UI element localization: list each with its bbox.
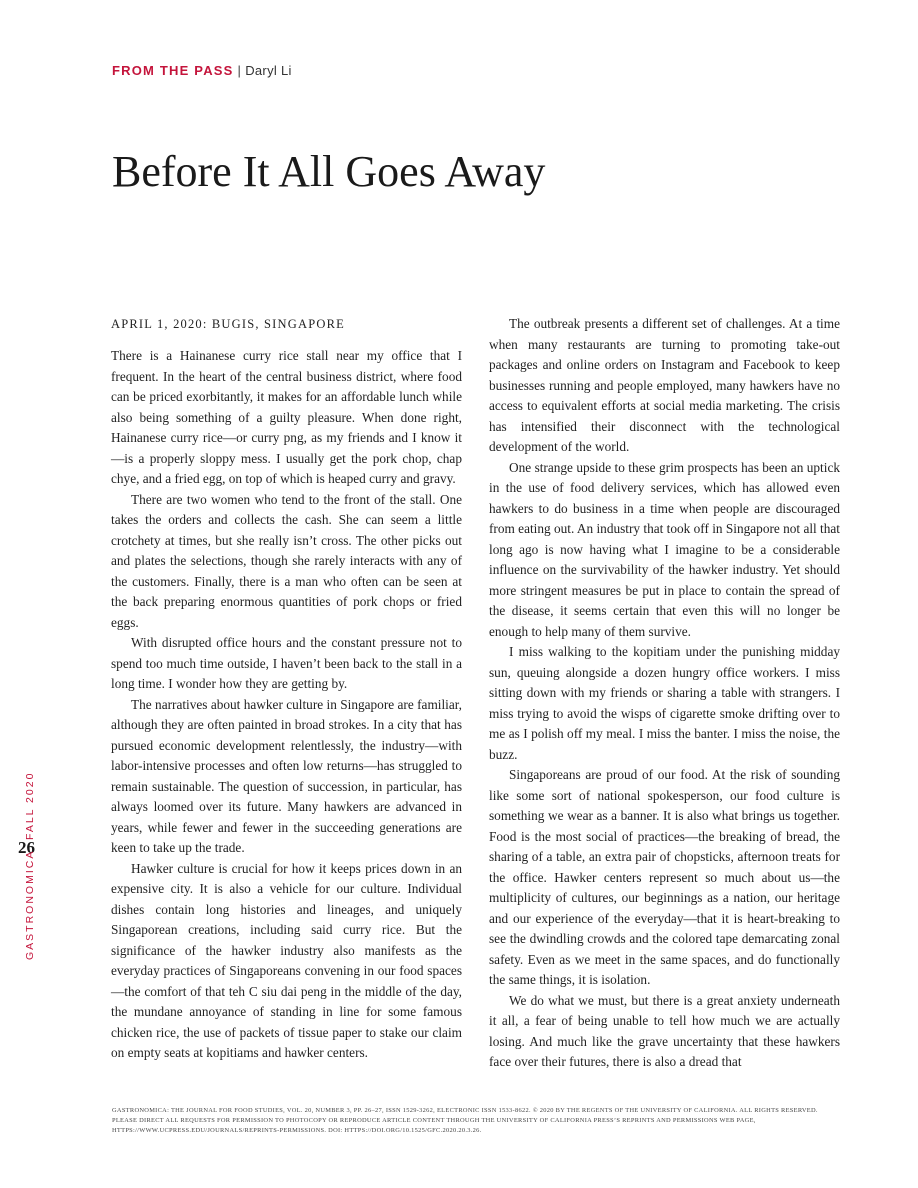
article-title: Before It All Goes Away	[112, 147, 546, 196]
body-paragraph: One strange upside to these grim prospects has been an uptick in the use of food delivery services, which has allowed even hawkers to do business in a time when people are discouraged from eating out. An industry that took off in Singapore not all that long ago is now having what I imagine to be a considerable influence on the survivability of the hawker industry. Yet should more stringent measures be put in place to contain the spread of the disease, it seems certain that even this will no longer be enough to help many of them survive.	[489, 459, 840, 639]
body-paragraph: Hawker culture is crucial for how it keeps prices down in an expensive city. It is also a vehicle for our culture. Individual dishes contain long histories and lineages, and uniquely Singaporean creations, including said curry rice. But the significance of the hawker industry also manifests as the everyday practices of Singaporeans convening in our food spaces—the comfort of that teh C siu dai peng in the middle of the day, the mundane annoyance of standing in line for some famous chicken rice, the use of packets of tissue paper to stake our claim on empty seats at kopitiams and hawker centers.	[111, 860, 462, 1060]
body-paragraph: With disrupted office hours and the constant pressure not to spend too much time outside, I haven’t been back to the stall in a long time. I wonder how they are getting by.	[111, 635, 462, 691]
right-column	[489, 314, 840, 1073]
author-name: Daryl Li	[245, 63, 292, 78]
header-separator: |	[237, 63, 242, 78]
section-label: FROM THE PASS	[112, 63, 234, 78]
dateline: APRIL 1, 2020: BUGIS, SINGAPORE	[111, 317, 345, 331]
body-paragraph: There is a Hainanese curry rice stall near my office that I frequent. In the heart of the central business district, where food can be priced exorbitantly, it makes for an affordable lunch while also being something of a guilty pleasure. When done right, Hainanese curry rice—or curry png, as my friends and I know it—is a properly sloppy mess. I usually get the pork chop, chap chye, and a fried egg, on top of which is heaped curry and gravy.	[111, 348, 462, 486]
left-column	[111, 314, 462, 1064]
body-paragraph: I miss walking to the kopitiam under the punishing midday sun, queuing alongside a dozen hungry office workers. I miss sitting down with my friends or sharing a table with strangers. I miss trying to avoid the wisps of cigarette smoke drifting over to me as I polish off my meal. I miss the banter. I miss the noise, the buzz.	[489, 644, 840, 762]
page-number: 26	[18, 838, 35, 857]
body-paragraph: We do what we must, but there is a great anxiety underneath it all, a fear of being unable to tell how much we are actually losing. And much like the grave uncertainty that these hawkers face over their futures, there is also a dread that	[489, 992, 840, 1069]
body-paragraph: Singaporeans are proud of our food. At the risk of sounding like some sort of national spokesperson, our food culture is something we wear as a banner. It is also what brings us together. Food is the most social of practices—the breaking of bread, the sharing of a table, an extra pair of chopsticks, afternoon treats for the office. Hawker centers represent so much about us—the multiplicity of cultures, our beginnings as a nation, our heritage and our experience of the everyday—that it is heart-breaking to see the dwindling crowds and the colored tape demarcating zonal safety. Even as we meet in the same spaces, and do functionally the same things, it is isolation.	[489, 767, 840, 987]
body-paragraph: The narratives about hawker culture in Singapore are familiar, although they are often painted in broad strokes. In a city that has pursued economic development relentlessly, the industry—with labor-intensive processes and often low returns—has struggled to remain sustainable. The question of succession, in particular, has always loomed over its future. Many hawkers are advanced in years, while fewer and fewer in the succeeding generations are keen to take up the trade.	[111, 696, 462, 855]
journal-name: GASTRONOMICA	[24, 849, 36, 960]
body-paragraph: There are two women who tend to the front of the stall. One takes the orders and collects the cash. She can seem a little crotchety at times, but she really isn’t cross. The other picks out and plates the selections, though she rarely interacts with any of the customers. Finally, there is a man who often can be seen at the back preparing enormous quantities of pork chops or fried eggs.	[111, 491, 462, 630]
issue-label: FALL 2020	[24, 771, 36, 840]
copyright-footer: GASTRONOMICA: THE JOURNAL FOR FOOD STUDIES, VOL. 20, NUMBER 3, PP. 26–27, ISSN 1529-3262, ELECTRONIC ISSN 1533-8622. © 2020 BY THE REGENTS OF THE UNIVERSITY OF CALIFORNIA. ALL RIGHTS RESERVED. PLEASE DIRECT ALL REQUESTS FOR PERMISSION TO PHOTOCOPY OR REPRODUCE ARTICLE CONTENT THROUGH THE UNIVERSITY OF CALIFORNIA PRESS’S REPRINTS AND PERMISSIONS WEB PAGE, HTTPS://WWW.UCPRESS.EDU/JOURNALS/REPRINTS-PERMISSIONS. DOI: HTTPS://DOI.ORG/10.1525/GFC.2020.20.3.26.	[112, 1107, 818, 1134]
section-header	[112, 63, 292, 78]
body-paragraph: The outbreak presents a different set of challenges. At a time when many restaurants are turning to promoting take-out packages and online orders on Instagram and Facebook to keep businesses running and people employed, many hawkers have no access to equivalent efforts at social media marketing. The crisis has intensified their disconnect with the technological development of the world.	[489, 316, 840, 454]
